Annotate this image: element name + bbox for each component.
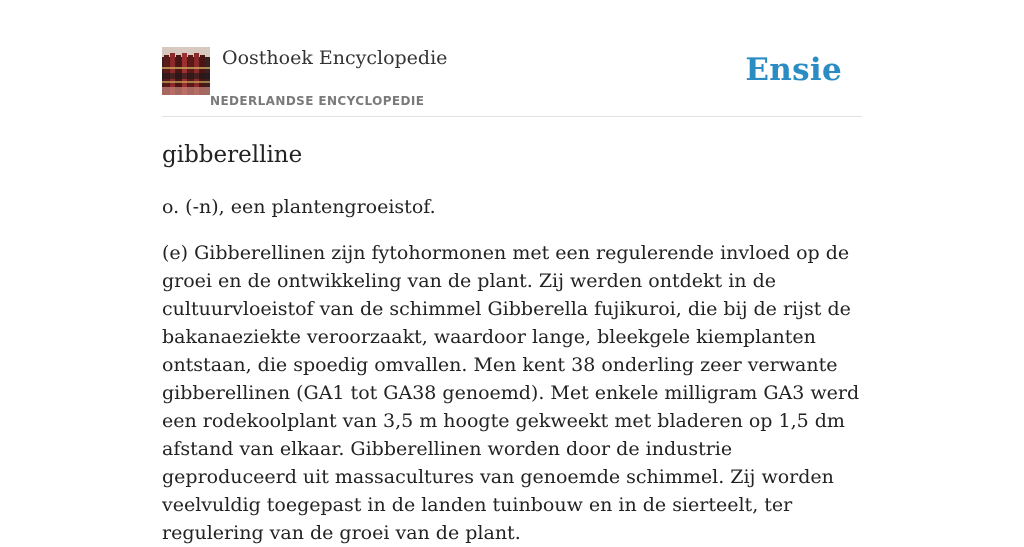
entry-title: gibberelline	[162, 142, 303, 168]
site-subtitle: NEDERLANDSE ENCYCLOPEDIE	[210, 94, 425, 108]
entry-definition: o. (-n), een plantengroeistof.	[162, 196, 436, 218]
entry-body: (e) Gibberellinen zijn fytohormonen met een regulerende invloed op de groei en de ontwikkeling van de plant. Zij werden ontdekt in de cultuurvloeistof van de schimmel Gibberella fujikuroi, die bij de rijst de bakanaeziekte veroorzaakt, waardoor lange, bleekgele kiemplanten ontstaan, die spoedig omvallen. Men kent 38 onderling zeer verwante gibberellinen (GA1 tot GA38 genoemd). Met enkele milligram GA3 werd een rodekoolplant van 3,5 m hoogte gekweekt met bladeren op 1,5 dm afstand van elkaar. Gibberellinen worden door de industrie geproduceerd uit massacultures van genoemde schimmel. Zij worden veelvuldig toegepast in de landen tuinbouw en in de sierteelt, ter regulering van de groei van de plant.	[162, 242, 860, 544]
page-content	[162, 0, 862, 544]
site-header	[162, 0, 862, 117]
site-title[interactable]: Oosthoek Encyclopedie	[222, 47, 448, 69]
book-spines-icon[interactable]	[162, 47, 210, 95]
brand-logo[interactable]: Ensie	[745, 52, 842, 88]
